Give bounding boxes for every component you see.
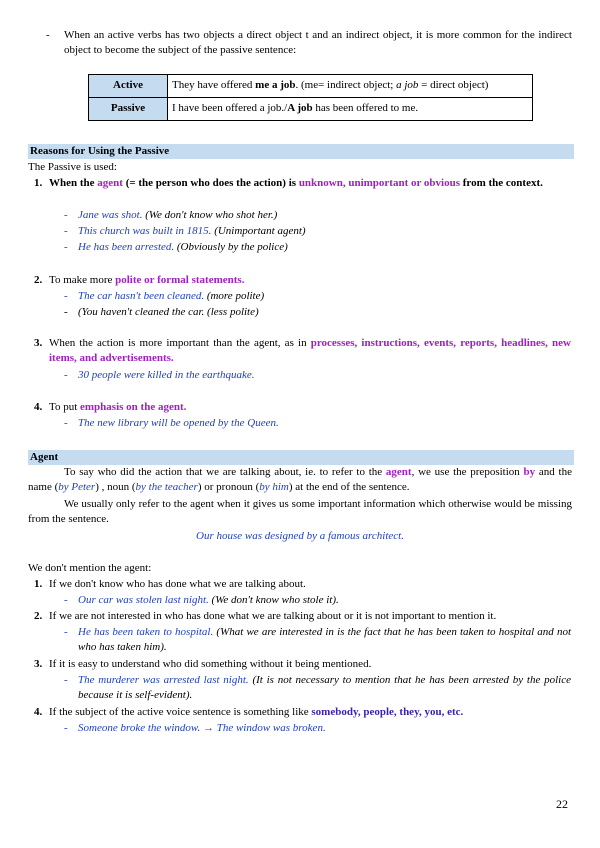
agent-heading: Agent — [28, 450, 574, 465]
table-row — [89, 75, 533, 98]
active-passive-table — [88, 74, 533, 121]
intro-text: When an active verbs has two objects a direct object t and an indirect object, it is more common for the indirect object to become the subject of the passive sentence: — [64, 29, 572, 57]
reason-3: 3. When the action is more important than the agent, as in processes, instructions, events, reports, headlines, new items, and advertisements. — [34, 337, 571, 365]
agent-point-3-example: - The murderer was arrested last night. (It is not necessary to mention that he has been arrested by the police because it is self-evident). — [64, 674, 571, 702]
agent-point-1: 1. If we don't know who has done what we are talking about. — [34, 578, 306, 590]
reason-4-example-1: - The new library will be opened by the Queen. — [64, 417, 279, 429]
agent-center-example: Our house was designed by a famous architect. — [196, 530, 404, 542]
agent-paragraph-1: To say who did the action that we are talking about, ie. to refer to the agent, we use the preposition by and the name (by Peter) , noun (by the teacher) or pronoun (by him) at the end of the sentence. — [28, 466, 572, 494]
intro-paragraph: - When an active verbs has two objects a direct object t and an indirect object, it is more common for the indirect object to become the subject of the passive sentence: — [46, 29, 572, 57]
active-label: Active — [89, 75, 168, 98]
agent-point-4: 4. If the subject of the active voice sentence is something like somebody, people, they, you, etc. — [34, 706, 464, 718]
reason-1-example-1: - Jane was shot. (We don't know who shot her.) — [64, 209, 278, 221]
agent-point-3: 3. If it is easy to understand who did something without it being mentioned. — [34, 658, 372, 670]
reason-2: 2. To make more polite or formal statements. — [34, 274, 245, 286]
agent-point-4-example: - Someone broke the window. → The window was broken. — [64, 722, 326, 734]
reasons-heading: Reasons for Using the Passive — [28, 144, 574, 159]
reason-3-example-1: - 30 people were killed in the earthquake. — [64, 369, 255, 381]
reason-1: 1. When the agent (= the person who does the action) is unknown, unimportant or obvious from the context. — [34, 177, 543, 189]
agent-point-2-example: - He has been taken to hospital. (What we are interested in is the fact that he has been taken to hospital and not who has taken him). — [64, 626, 572, 654]
agent-point-2: 2. If we are not interested in who has done what we are talking about or it is not important to mention it. — [34, 610, 497, 622]
reasons-lead: The Passive is used: — [28, 161, 117, 173]
reason-2-example-2: - (You haven't cleaned the car. (less polite) — [64, 306, 259, 318]
right-arrow-icon: → — [202, 722, 214, 734]
active-sentence: They have offered me a job. (me= indirect object; a job = direct object) — [168, 75, 533, 98]
reason-1-example-2: - This church was built in 1815. (Unimportant agent) — [64, 225, 306, 237]
passive-sentence: I have been offered a job./A job has been offered to me. — [168, 98, 533, 121]
table-row — [89, 98, 533, 121]
reason-4: 4. To put emphasis on the agent. — [34, 401, 187, 413]
reason-1-example-3: - He has been arrested. (Obviously by the police) — [64, 241, 288, 253]
agent-lead: We don't mention the agent: — [28, 562, 152, 574]
page-number: 22 — [556, 797, 568, 811]
agent-paragraph-2: We usually only refer to the agent when it gives us some important information which otherwise would be missing from the sentence. — [28, 498, 572, 526]
agent-point-1-example: - Our car was stolen last night. (We don't know who stole it). — [64, 594, 339, 606]
passive-label: Passive — [89, 98, 168, 121]
reason-2-example-1: - The car hasn't been cleaned. (more polite) — [64, 290, 265, 302]
